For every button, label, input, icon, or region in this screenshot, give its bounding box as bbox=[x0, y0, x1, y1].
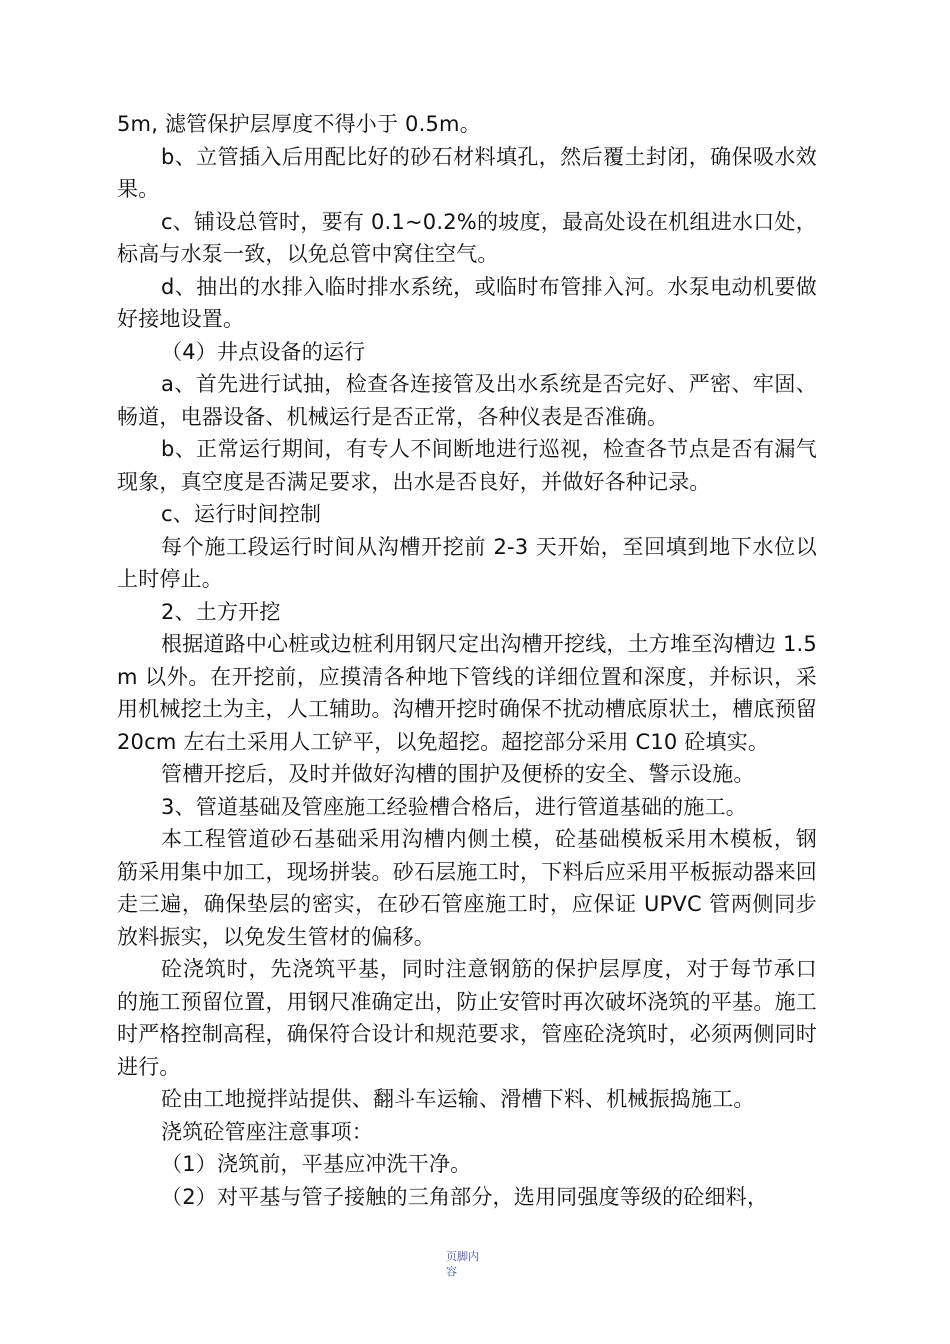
paragraph: b、正常运行期间，有专人不间断地进行巡视，检查各节点是否有漏气现象，真空度是否满足要求，出水是否良好，并做好各种记录。 bbox=[117, 437, 817, 494]
paragraph: d、抽出的水排入临时排水系统，或临时布管排入河。水泵电动机要做好接地设置。 bbox=[117, 274, 817, 331]
paragraph: a、首先进行试抽，检查各连接管及出水系统是否完好、严密、牢固、畅道，电器设备、机械运行是否正常，各种仪表是否准确。 bbox=[117, 372, 817, 429]
section-heading: 2、土方开挖 bbox=[161, 599, 281, 624]
footer-text-line-1: 页脚内 bbox=[446, 1250, 479, 1263]
paragraph: 浇筑砼管座注意事项： bbox=[161, 1119, 373, 1144]
paragraph: 根据道路中心桩或边桩利用钢尺定出沟槽开挖线，土方堆至沟槽边 1.5m 以外。在开挖前，应摸清各种地下管线的详细位置和深度，并标识，采用机械挖土为主，人工辅助。沟槽开挖时确保不扰动槽底原状土，槽底预留 20cm 左右土采用人工铲平，以免超挖。超挖部分采用 C10 砼填实。 bbox=[117, 632, 817, 754]
section-heading: （4）井点设备的运行 bbox=[161, 339, 366, 364]
section-heading: 3、管道基础及管座施工经验槽合格后，进行管道基础的施工。 bbox=[161, 794, 747, 819]
paragraph: 本工程管道砂石基础采用沟槽内侧土模，砼基础模板采用木模板，钢筋采用集中加工，现场拼装。砂石层施工时，下料后应采用平板振动器来回走三遍，确保垫层的密实，在砂石管座施工时，应保证 UPVC 管两侧同步放料振实，以免发生管材的偏移。 bbox=[117, 827, 817, 949]
footer-text-line-2: 容 bbox=[446, 1265, 457, 1278]
paragraph: 每个施工段运行时间从沟槽开挖前 2-3 天开始，至回填到地下水位以上时停止。 bbox=[117, 534, 817, 591]
paragraph: 砼由工地搅拌站提供、翻斗车运输、滑槽下料、机械振捣施工。 bbox=[161, 1087, 755, 1111]
list-item: （1）浇筑前，平基应冲洗干净。 bbox=[161, 1152, 472, 1176]
paragraph: b、立管插入后用配比好的砂石材料填孔，然后覆土封闭，确保吸水效果。 bbox=[117, 144, 817, 201]
paragraph: c、运行时间控制 bbox=[161, 502, 322, 526]
paragraph: 管槽开挖后，及时并做好沟槽的围护及便桥的安全、警示设施。 bbox=[161, 762, 755, 786]
paragraph: c、铺设总管时，要有 0.1~0.2%的坡度，最高处设在机组进水口处，标高与水泵一致，以免总管中窝住空气。 bbox=[117, 209, 817, 266]
paragraph: 5m, 滤管保护层厚度不得小于 0.5m。 bbox=[117, 112, 481, 136]
paragraph: 砼浇筑时，先浇筑平基，同时注意钢筋的保护层厚度，对于每节承口的施工预留位置，用钢尺准确定出，防止安管时再次破坏浇筑的平基。施工时严格控制高程，确保符合设计和规范要求，管座砼浇筑时，必须两侧同时进行。 bbox=[117, 957, 817, 1079]
list-item: （2）对平基与管子接触的三角部分，选用同强度等级的砼细料， bbox=[161, 1184, 769, 1209]
page-footer bbox=[446, 1249, 506, 1279]
document-body bbox=[117, 108, 817, 1213]
